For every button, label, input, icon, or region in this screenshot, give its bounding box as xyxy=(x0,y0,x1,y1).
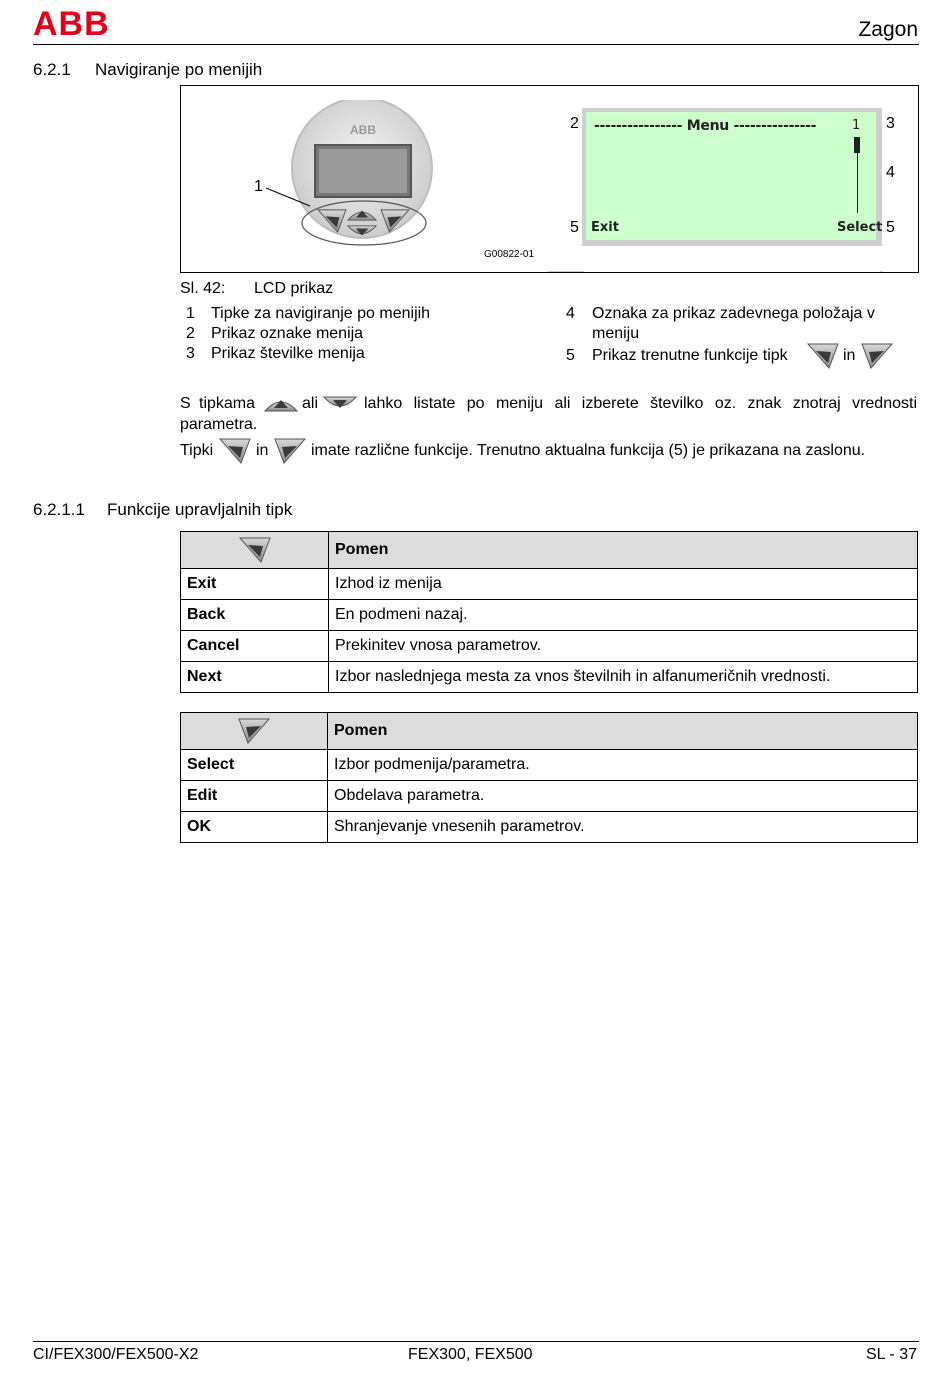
footer-divider xyxy=(33,1341,919,1342)
table-cell-meaning: En podmeni nazaj. xyxy=(329,600,918,631)
table-cell-meaning: Prekinitev vnosa parametrov. xyxy=(329,631,918,662)
table-header-row xyxy=(181,713,918,750)
device-brand: ABB xyxy=(350,123,376,137)
figure-label-1: 1 xyxy=(254,178,263,195)
footer-page-number: SL - 37 xyxy=(866,1346,917,1363)
table-cell-meaning: Shranjevanje vnesenih parametrov. xyxy=(328,812,918,843)
leader-line-1 xyxy=(264,186,324,216)
right-softkey-icon-table xyxy=(238,717,270,745)
table-row xyxy=(181,569,918,600)
caption-item-4-text: Oznaka za prikaz zadevnega položaja v xyxy=(592,305,875,322)
lcd-right-function: Select xyxy=(837,220,883,235)
caption-item-4-num: 4 xyxy=(566,305,575,322)
section-title: Navigiranje po menijih xyxy=(95,60,263,79)
table-cell-meaning: Izhod iz menija xyxy=(329,569,918,600)
table-cell-key: Next xyxy=(181,662,329,693)
table-row xyxy=(181,600,918,631)
table-row xyxy=(181,662,918,693)
table-row xyxy=(181,750,918,781)
device-illustration xyxy=(285,100,445,255)
caption-item-2-num: 2 xyxy=(186,325,195,342)
left-softkey-icon-2 xyxy=(219,437,251,465)
figure-marker-5-right: 5 xyxy=(886,219,895,236)
abb-logo xyxy=(33,5,113,44)
figure-marker-5-left: 5 xyxy=(570,219,579,236)
table-header-key xyxy=(181,532,329,569)
right-key-functions-table xyxy=(180,712,918,843)
para2-rest: imate različne funkcije. Trenutno aktualna funkcija (5) je prikazana na zaslonu. xyxy=(311,442,866,459)
table-cell-meaning: Izbor podmenija/parametra. xyxy=(328,750,918,781)
subsection-title: Funkcije upravljalnih tipk xyxy=(107,500,293,519)
caption-item-4-text-cont: meniju xyxy=(592,325,640,342)
table-header-meaning: Pomen xyxy=(328,713,918,750)
para1-word-tipkama: tipkama xyxy=(199,395,256,412)
footer-doc-id: CI/FEX300/FEX500-X2 xyxy=(33,1346,199,1363)
para1-rest: lahko listate po meniju ali izberete številko oz. znak znotraj vrednosti xyxy=(364,395,917,412)
lcd-scroll-track xyxy=(857,153,858,213)
lcd-menu-title: ---------------- Menu --------------- xyxy=(594,118,817,134)
figure-marker-2: 2 xyxy=(570,115,579,132)
para2-in: in xyxy=(256,442,269,459)
footer-product: FEX300, FEX500 xyxy=(408,1346,533,1363)
table-cell-key: Back xyxy=(181,600,329,631)
caption-item-5-num: 5 xyxy=(566,347,575,364)
left-key-functions-table xyxy=(180,531,918,693)
caption-item-2-text: Prikaz oznake menija xyxy=(211,325,364,342)
subsection-number: 6.2.1.1 xyxy=(33,500,85,519)
frame-tick-2 xyxy=(880,271,882,272)
frame-tick-1 xyxy=(548,271,584,272)
down-key-icon xyxy=(323,395,357,413)
para1-word-s: S xyxy=(180,395,191,412)
lcd-left-function: Exit xyxy=(591,220,619,235)
header-title: Zagon xyxy=(858,18,918,41)
table-cell-key: Exit xyxy=(181,569,329,600)
caption-item-5-in: in xyxy=(843,347,856,364)
header-divider xyxy=(33,44,919,45)
para2-start: Tipki xyxy=(180,442,214,459)
lcd-position-marker xyxy=(854,137,860,153)
caption-label: Sl. 42: xyxy=(180,280,226,297)
right-softkey-icon xyxy=(861,342,893,370)
abb-logo-text: ABB xyxy=(33,5,110,39)
table-cell-key: Select xyxy=(181,750,328,781)
caption-title: LCD prikaz xyxy=(254,280,334,297)
up-key-icon xyxy=(264,395,298,413)
table-header-row xyxy=(181,532,918,569)
table-header-meaning: Pomen xyxy=(329,532,918,569)
para1-line2: parametra. xyxy=(180,416,258,433)
table-cell-key: Edit xyxy=(181,781,328,812)
lcd-screen xyxy=(586,112,883,240)
table-cell-meaning: Obdelava parametra. xyxy=(328,781,918,812)
table-header-key xyxy=(181,713,328,750)
table-cell-key: Cancel xyxy=(181,631,329,662)
caption-item-3-num: 3 xyxy=(186,345,195,362)
caption-item-5-text: Prikaz trenutne funkcije tipk xyxy=(592,347,788,364)
caption-item-1-text: Tipke za navigiranje po menijih xyxy=(211,305,431,322)
figure-marker-3: 3 xyxy=(886,115,895,132)
table-row xyxy=(181,812,918,843)
caption-item-3-text: Prikaz številke menija xyxy=(211,345,365,362)
caption-item-1-num: 1 xyxy=(186,305,195,322)
right-softkey-icon-2 xyxy=(274,437,306,465)
table-cell-meaning: Izbor naslednjega mesta za vnos številnih in alfanumeričnih vrednosti. xyxy=(329,662,918,693)
left-softkey-icon-table xyxy=(239,536,271,564)
left-softkey-icon xyxy=(807,342,839,370)
section-number: 6.2.1 xyxy=(33,60,71,79)
lcd-menu-number: 1 xyxy=(852,118,861,133)
drawing-id: G00822-01 xyxy=(484,249,535,260)
table-row xyxy=(181,781,918,812)
table-row xyxy=(181,631,918,662)
table-cell-key: OK xyxy=(181,812,328,843)
figure-marker-4: 4 xyxy=(886,164,895,181)
para1-word-ali: ali xyxy=(302,395,319,412)
